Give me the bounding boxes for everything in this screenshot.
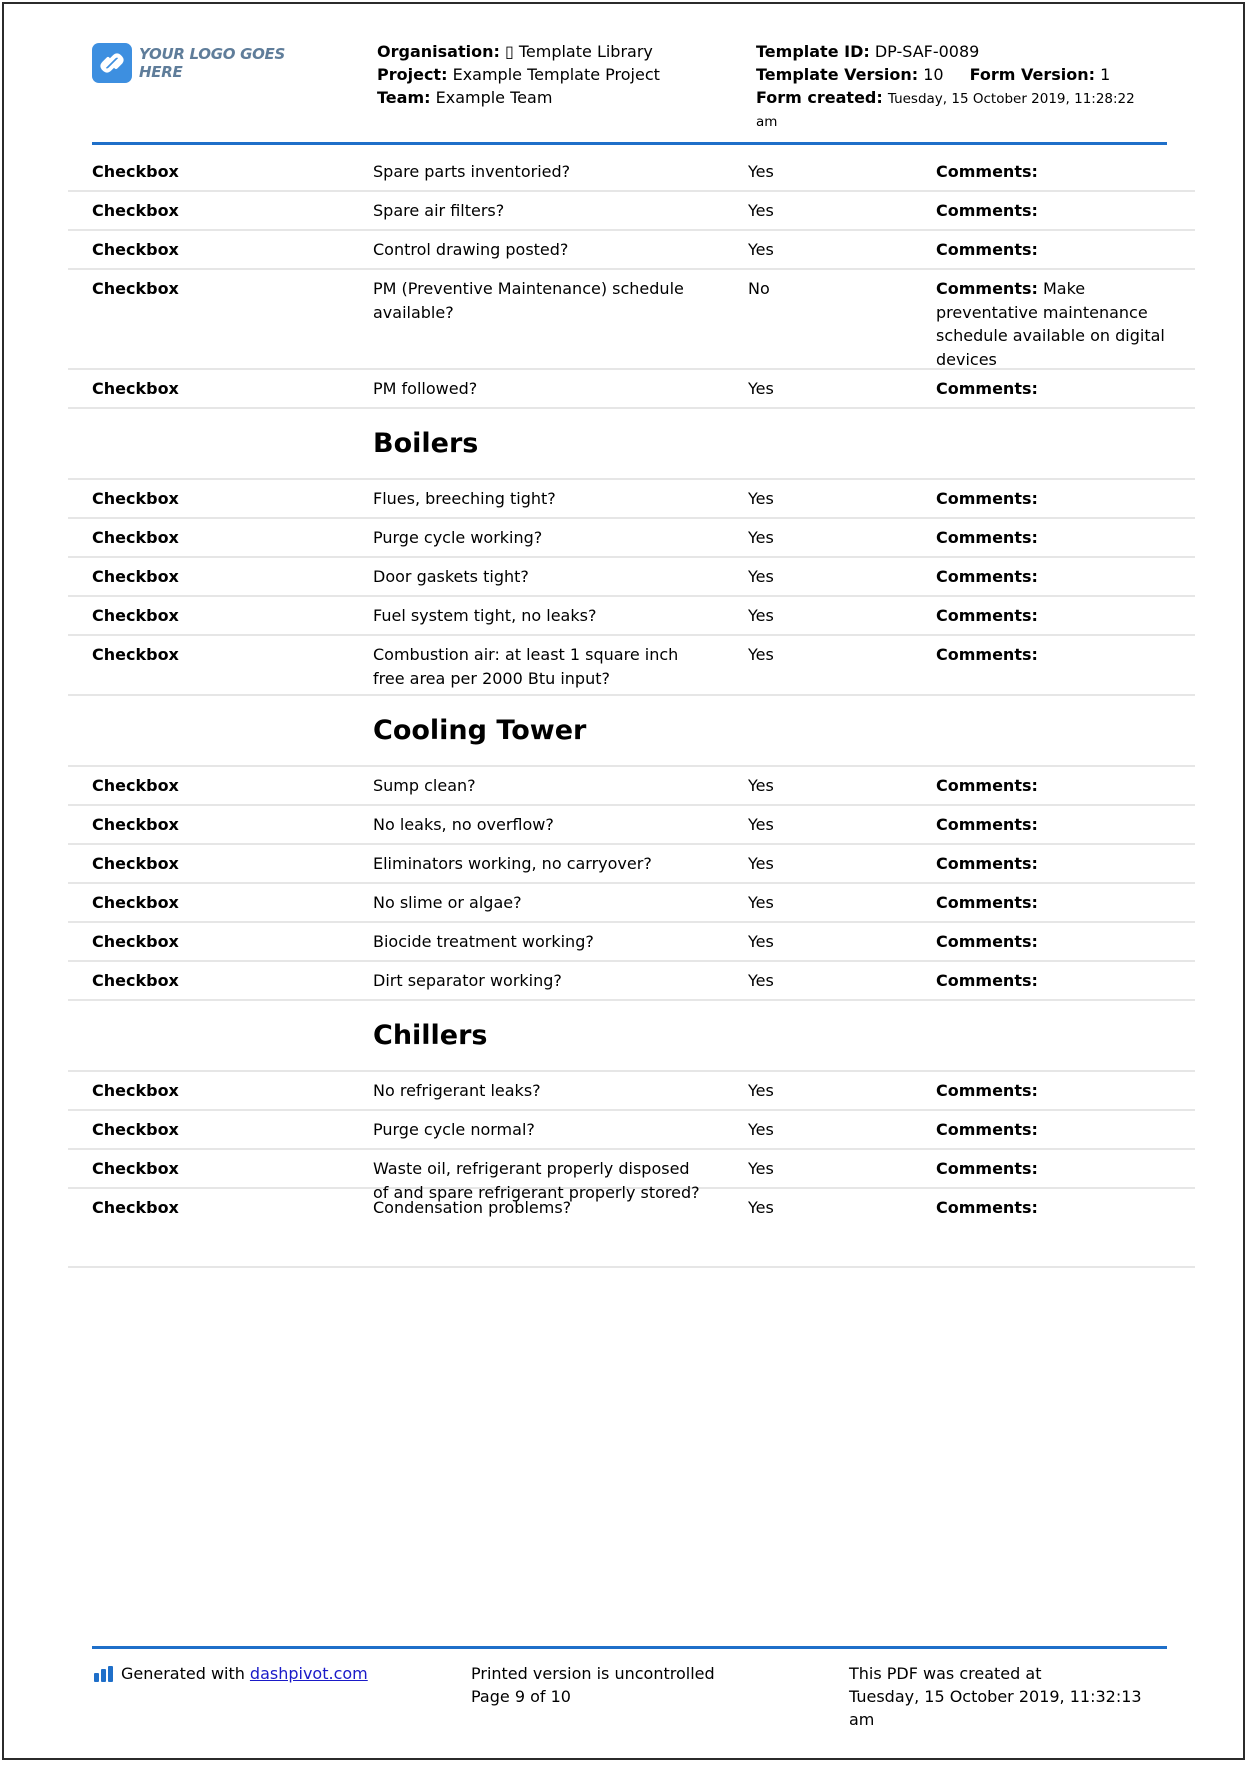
company-logo bbox=[92, 42, 322, 84]
checklist bbox=[68, 153, 1195, 1268]
item-question: No refrigerant leaks? bbox=[373, 1081, 541, 1100]
item-answer: Yes bbox=[748, 379, 774, 398]
item-type: Checkbox bbox=[92, 379, 179, 398]
item-question: No slime or algae? bbox=[373, 893, 522, 912]
checklist-row bbox=[68, 884, 1195, 923]
item-answer: Yes bbox=[748, 567, 774, 586]
item-answer: Yes bbox=[748, 645, 774, 664]
footer-divider bbox=[92, 1646, 1167, 1649]
item-comments bbox=[936, 1157, 1176, 1181]
item-comments bbox=[936, 643, 1176, 667]
item-comments bbox=[936, 277, 1176, 371]
item-answer: Yes bbox=[748, 1081, 774, 1100]
section-title: Chillers bbox=[373, 1020, 488, 1051]
item-comments bbox=[936, 377, 1176, 401]
checklist-row bbox=[68, 1111, 1195, 1150]
item-comments bbox=[936, 238, 1176, 262]
item-answer: Yes bbox=[748, 971, 774, 990]
footer-page-info bbox=[471, 1662, 715, 1708]
item-answer: Yes bbox=[748, 854, 774, 873]
team-line: Team: Example Team bbox=[377, 88, 553, 107]
item-type: Checkbox bbox=[92, 489, 179, 508]
item-comments bbox=[936, 969, 1176, 993]
template-id-line: Template ID: DP-SAF-0089 bbox=[756, 42, 980, 61]
form-created-value: Tuesday, 15 October 2019, 11:28:22 bbox=[887, 91, 1135, 107]
item-type: Checkbox bbox=[92, 1120, 179, 1139]
uncontrolled-notice: Printed version is uncontrolled bbox=[471, 1664, 715, 1683]
comments-label: Comments: bbox=[936, 1081, 1038, 1100]
item-type: Checkbox bbox=[92, 162, 179, 181]
footer-created bbox=[849, 1662, 1179, 1731]
comments-label: Comments: bbox=[936, 279, 1038, 298]
version-line: Template Version: 10 Form Version: 1 bbox=[756, 65, 1111, 84]
team-value: Example Team bbox=[435, 88, 553, 107]
item-question: No leaks, no overflow? bbox=[373, 815, 554, 834]
item-type: Checkbox bbox=[92, 1081, 179, 1100]
item-answer: No bbox=[748, 279, 770, 298]
item-question: Biocide treatment working? bbox=[373, 932, 594, 951]
item-comments bbox=[936, 1118, 1176, 1142]
item-answer: Yes bbox=[748, 776, 774, 795]
section-title: Cooling Tower bbox=[373, 715, 587, 746]
comments-label: Comments: bbox=[936, 854, 1038, 873]
item-type: Checkbox bbox=[92, 1198, 179, 1217]
comments-label: Comments: bbox=[936, 606, 1038, 625]
comments-label: Comments: bbox=[936, 1198, 1038, 1217]
item-comments bbox=[936, 774, 1176, 798]
item-question: Eliminators working, no carryover? bbox=[373, 854, 652, 873]
comments-label: Comments: bbox=[936, 240, 1038, 259]
created-value: Tuesday, 15 October 2019, 11:32:13 bbox=[849, 1687, 1142, 1706]
item-comments bbox=[936, 930, 1176, 954]
item-question: Control drawing posted? bbox=[373, 240, 569, 259]
logo-text: YOUR LOGO GOES HERE bbox=[139, 45, 286, 81]
item-answer: Yes bbox=[748, 1198, 774, 1217]
header-divider bbox=[92, 142, 1167, 145]
item-question: Spare parts inventoried? bbox=[373, 162, 571, 181]
item-answer: Yes bbox=[748, 1120, 774, 1139]
form-created-line: Form created: Tuesday, 15 October 2019, 11:28:22 bbox=[756, 88, 1135, 107]
item-type: Checkbox bbox=[92, 201, 179, 220]
item-question: Sump clean? bbox=[373, 776, 476, 795]
footer-generated bbox=[94, 1662, 368, 1685]
item-type: Checkbox bbox=[92, 279, 179, 298]
header-meta-right bbox=[756, 40, 1166, 134]
template-id-value: DP-SAF-0089 bbox=[874, 42, 980, 61]
section-header bbox=[68, 696, 1195, 767]
organisation-line: Organisation: ▯ Template Library bbox=[377, 42, 653, 61]
checklist-row bbox=[68, 767, 1195, 806]
item-type: Checkbox bbox=[92, 971, 179, 990]
item-answer: Yes bbox=[748, 240, 774, 259]
comments-label: Comments: bbox=[936, 645, 1038, 664]
comments-label: Comments: bbox=[936, 893, 1038, 912]
item-question: Fuel system tight, no leaks? bbox=[373, 606, 597, 625]
item-question: Spare air filters? bbox=[373, 201, 505, 220]
item-type: Checkbox bbox=[92, 1159, 179, 1178]
item-comments bbox=[936, 526, 1176, 550]
comments-label: Comments: bbox=[936, 1120, 1038, 1139]
checklist-row bbox=[68, 558, 1195, 597]
item-comments bbox=[936, 1196, 1176, 1220]
comments-label: Comments: bbox=[936, 1159, 1038, 1178]
organisation-value: ▯ Template Library bbox=[504, 42, 653, 61]
item-comments bbox=[936, 565, 1176, 589]
item-answer: Yes bbox=[748, 815, 774, 834]
item-type: Checkbox bbox=[92, 606, 179, 625]
item-type: Checkbox bbox=[92, 567, 179, 586]
form-version-value: 1 bbox=[1100, 65, 1111, 84]
section-header bbox=[68, 409, 1195, 480]
item-comments bbox=[936, 891, 1176, 915]
item-answer: Yes bbox=[748, 932, 774, 951]
document-page bbox=[2, 2, 1245, 1760]
checklist-row bbox=[68, 1072, 1195, 1111]
item-answer: Yes bbox=[748, 162, 774, 181]
item-type: Checkbox bbox=[92, 528, 179, 547]
comments-label: Comments: bbox=[936, 162, 1038, 181]
checklist-row bbox=[68, 923, 1195, 962]
item-question: PM (Preventive Maintenance) schedule available? bbox=[373, 279, 684, 322]
form-created-value-cont: am bbox=[756, 114, 778, 130]
item-question: PM followed? bbox=[373, 379, 478, 398]
item-question: Flues, breeching tight? bbox=[373, 489, 556, 508]
checklist-row bbox=[68, 370, 1195, 409]
created-label: This PDF was created at bbox=[849, 1664, 1042, 1683]
item-type: Checkbox bbox=[92, 645, 179, 664]
comments-label: Comments: bbox=[936, 567, 1038, 586]
comments-label: Comments: bbox=[936, 489, 1038, 508]
item-comments bbox=[936, 199, 1176, 223]
item-answer: Yes bbox=[748, 1159, 774, 1178]
created-value-cont: am bbox=[849, 1710, 875, 1729]
checklist-row bbox=[68, 597, 1195, 636]
item-type: Checkbox bbox=[92, 815, 179, 834]
checklist-row bbox=[68, 270, 1195, 370]
comments-label: Comments: bbox=[936, 932, 1038, 951]
project-value: Example Template Project bbox=[452, 65, 660, 84]
comments-label: Comments: bbox=[936, 201, 1038, 220]
template-version-value: 10 bbox=[923, 65, 944, 84]
item-answer: Yes bbox=[748, 528, 774, 547]
header-meta-left bbox=[377, 40, 660, 109]
item-comments bbox=[936, 160, 1176, 184]
checklist-row bbox=[68, 1189, 1195, 1268]
item-question: Waste oil, refrigerant properly disposed of and spare refrigerant properly stored? bbox=[373, 1159, 700, 1202]
checklist-row bbox=[68, 962, 1195, 1001]
checklist-row bbox=[68, 845, 1195, 884]
checklist-row bbox=[68, 806, 1195, 845]
comments-value: Make preventative maintenance schedule available on digital devices bbox=[936, 279, 1165, 369]
item-answer: Yes bbox=[748, 893, 774, 912]
checklist-row bbox=[68, 519, 1195, 558]
item-type: Checkbox bbox=[92, 932, 179, 951]
item-comments bbox=[936, 487, 1176, 511]
page-number: Page 9 of 10 bbox=[471, 1687, 571, 1706]
comments-label: Comments: bbox=[936, 815, 1038, 834]
item-type: Checkbox bbox=[92, 854, 179, 873]
checklist-row bbox=[68, 153, 1195, 192]
checklist-row bbox=[68, 636, 1195, 696]
item-question: Purge cycle working? bbox=[373, 528, 543, 547]
checklist-row bbox=[68, 231, 1195, 270]
item-answer: Yes bbox=[748, 606, 774, 625]
item-comments bbox=[936, 852, 1176, 876]
item-type: Checkbox bbox=[92, 893, 179, 912]
section-header bbox=[68, 1001, 1195, 1072]
logo-icon bbox=[92, 43, 132, 83]
item-answer: Yes bbox=[748, 489, 774, 508]
comments-label: Comments: bbox=[936, 776, 1038, 795]
item-question: Condensation problems? bbox=[373, 1198, 572, 1217]
checklist-row bbox=[68, 1150, 1195, 1202]
item-question: Combustion air: at least 1 square inch free area per 2000 Btu input? bbox=[373, 645, 679, 688]
item-comments bbox=[936, 813, 1176, 837]
item-question: Purge cycle normal? bbox=[373, 1120, 535, 1139]
item-comments bbox=[936, 604, 1176, 628]
checklist-row bbox=[68, 192, 1195, 231]
section-title: Boilers bbox=[373, 428, 479, 459]
dashpivot-link[interactable]: dashpivot.com bbox=[249, 1664, 368, 1683]
item-question: Dirt separator working? bbox=[373, 971, 562, 990]
generated-with-text: Generated with bbox=[121, 1664, 245, 1683]
item-type: Checkbox bbox=[92, 240, 179, 259]
dashpivot-icon bbox=[94, 1666, 113, 1682]
comments-label: Comments: bbox=[936, 528, 1038, 547]
checklist-row bbox=[68, 480, 1195, 519]
item-type: Checkbox bbox=[92, 776, 179, 795]
comments-label: Comments: bbox=[936, 379, 1038, 398]
item-comments bbox=[936, 1079, 1176, 1103]
item-answer: Yes bbox=[748, 201, 774, 220]
comments-label: Comments: bbox=[936, 971, 1038, 990]
item-question: Door gaskets tight? bbox=[373, 567, 529, 586]
project-line: Project: Example Template Project bbox=[377, 65, 660, 84]
